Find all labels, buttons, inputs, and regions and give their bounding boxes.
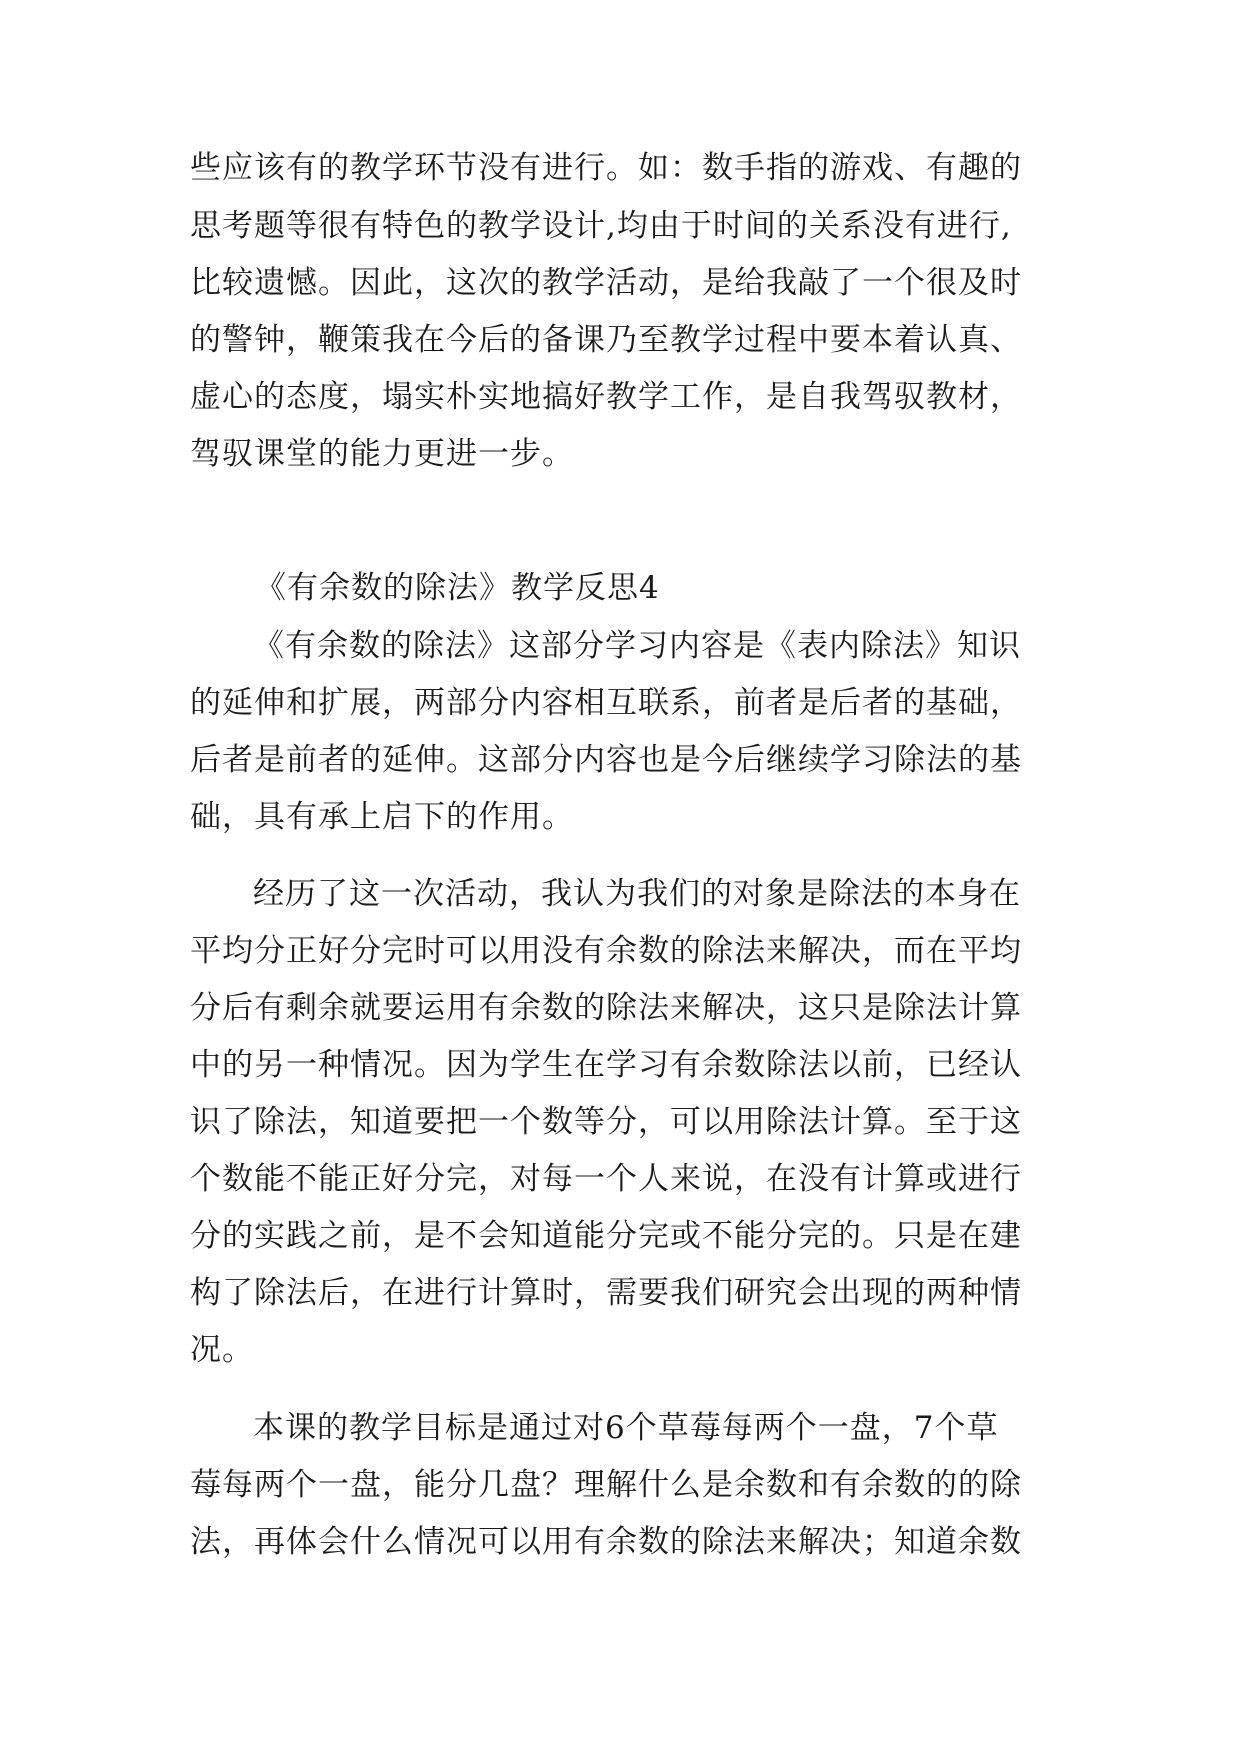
- paragraph-1-line-3: 比较遗憾。因此，这次的教学活动，是给我敲了一个很及时: [190, 265, 1022, 301]
- paragraph-3-line-4: 中的另一种情况。因为学生在学习有余数除法以前，已经认: [190, 1047, 1022, 1083]
- paragraph-3-line-1: 经历了这一次活动，我认为我们的对象是除法的本身在: [253, 876, 1021, 912]
- paragraph-3-line-5: 识了除法，知道要把一个数等分，可以用除法计算。至于这: [190, 1104, 1022, 1140]
- paragraph-3-line-2: 平均分正好分完时可以用没有余数的除法来解决，而在平均: [190, 933, 1022, 969]
- paragraph-3-line-3: 分后有剩余就要运用有余数的除法来解决，这只是除法计算: [190, 990, 1022, 1026]
- paragraph-4-line-2: 莓每两个一盘，能分几盘？理解什么是余数和有余数的的除: [190, 1467, 1022, 1503]
- paragraph-1-line-1: 些应该有的教学环节没有进行。如：数手指的游戏、有趣的: [190, 150, 1022, 186]
- paragraph-2-line-4: 础，具有承上启下的作用。: [190, 799, 574, 835]
- paragraph-1-line-5: 虚心的态度，塌实朴实地搞好教学工作，是自我驾驭教材，: [190, 379, 1022, 415]
- paragraph-3-line-9: 况。: [190, 1332, 254, 1368]
- paragraph-2-line-2: 的延伸和扩展，两部分内容相互联系，前者是后者的基础，: [190, 685, 1022, 721]
- paragraph-3-line-7: 分的实践之前，是不会知道能分完或不能分完的。只是在建: [190, 1218, 1022, 1254]
- paragraph-4-line-1: 本课的教学目标是通过对6个草莓每两个一盘，7个草: [253, 1410, 999, 1446]
- paragraph-2-line-1: 《有余数的除法》这部分学习内容是《表内除法》知识: [253, 628, 1021, 664]
- paragraph-3-line-8: 构了除法后，在进行计算时，需要我们研究会出现的两种情: [190, 1275, 1022, 1311]
- section-title: 《有余数的除法》教学反思4: [255, 570, 660, 606]
- paragraph-1-line-6: 驾驭课堂的能力更进一步。: [190, 436, 574, 472]
- paragraph-1-line-4: 的警钟，鞭策我在今后的备课乃至教学过程中要本着认真、: [190, 322, 1022, 358]
- paragraph-1-line-2: 思考题等很有特色的教学设计,均由于时间的关系没有进行,: [190, 208, 1012, 244]
- paragraph-4-line-3: 法，再体会什么情况可以用有余数的除法来解决；知道余数: [190, 1524, 1022, 1560]
- paragraph-2-line-3: 后者是前者的延伸。这部分内容也是今后继续学习除法的基: [190, 742, 1022, 778]
- paragraph-3-line-6: 个数能不能正好分完，对每一个人来说，在没有计算或进行: [190, 1161, 1022, 1197]
